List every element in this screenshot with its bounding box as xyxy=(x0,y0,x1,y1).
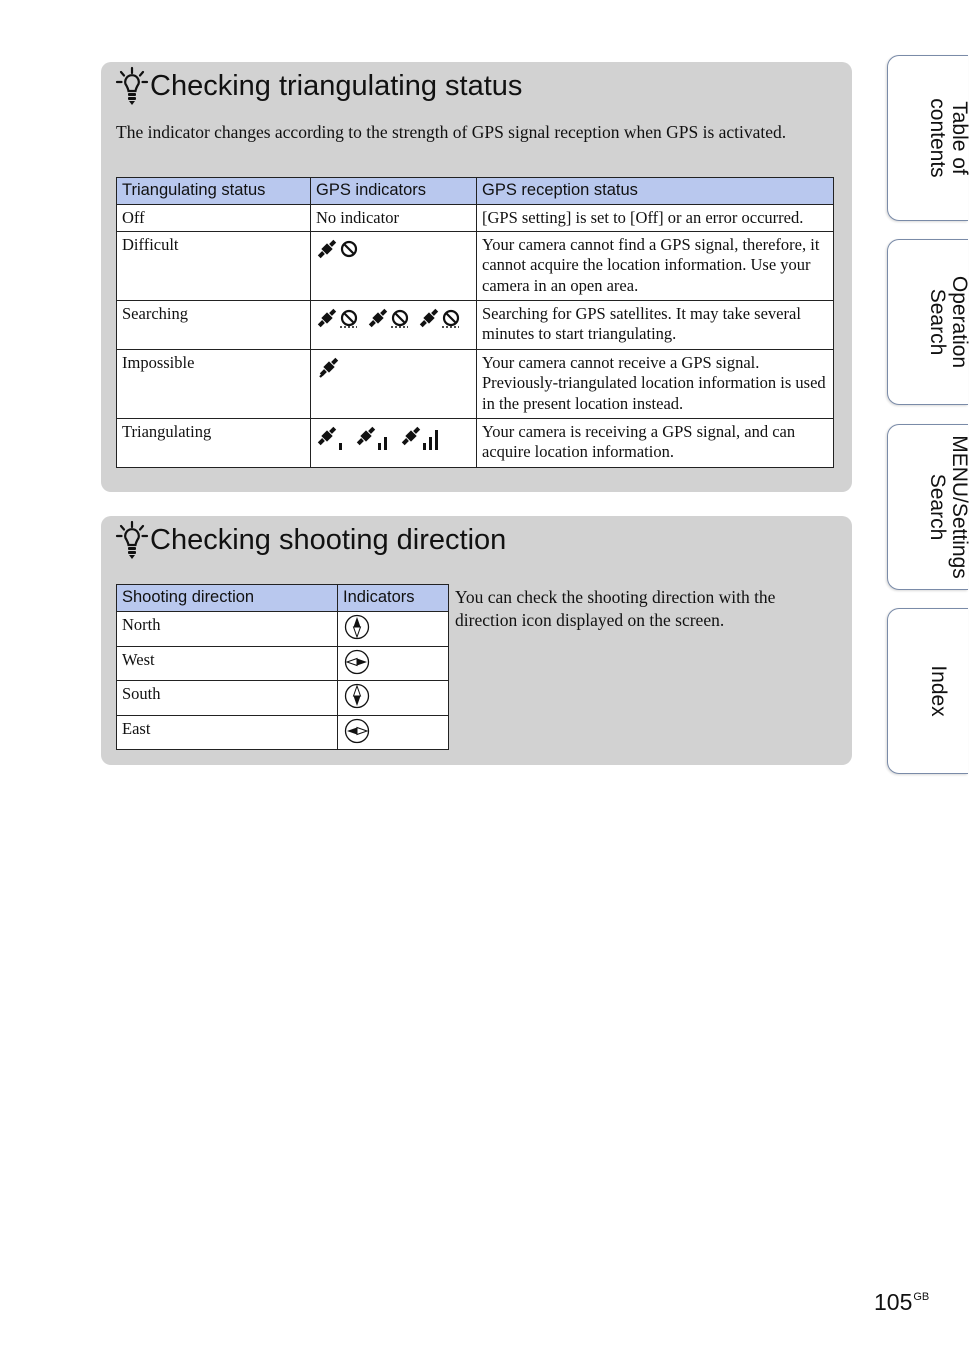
reception-cell: Searching for GPS satellites. It may take several minutes to start triangulating. xyxy=(477,300,834,349)
section-title: Checking triangulating status xyxy=(150,69,523,102)
tab-table-of-contents[interactable] xyxy=(887,55,971,221)
table-row xyxy=(117,715,449,750)
hint-lightbulb-icon xyxy=(115,66,149,106)
indicator-cell xyxy=(338,612,449,647)
gps-satellite-searching-icon xyxy=(367,307,409,329)
indicator-cell xyxy=(338,646,449,681)
hint-lightbulb-icon xyxy=(115,520,149,560)
section-heading xyxy=(115,520,506,560)
column-header: Indicators xyxy=(338,585,449,612)
compass-west-icon xyxy=(344,649,370,675)
triangulating-status-table xyxy=(116,177,834,468)
reception-cell: Your camera cannot find a GPS signal, therefore, it cannot acquire the location information. Use your camera in an open area. xyxy=(477,231,834,300)
indicator-cell xyxy=(311,418,477,467)
indicator-cell xyxy=(311,231,477,300)
status-cell: Triangulating xyxy=(117,418,311,467)
indicator-cell xyxy=(311,300,477,349)
direction-cell: West xyxy=(117,646,338,681)
direction-section xyxy=(101,516,852,765)
status-cell: Difficult xyxy=(117,231,311,300)
table-row xyxy=(117,205,834,232)
page-number-suffix: GB xyxy=(913,1291,930,1303)
table-row xyxy=(117,231,834,300)
tab-operation-search[interactable] xyxy=(887,239,971,405)
tab-label: Table of contents xyxy=(926,98,971,178)
table-row xyxy=(117,418,834,467)
reception-cell: Your camera cannot receive a GPS signal. Previously-triangulated location information is used in the present location instead. xyxy=(477,349,834,418)
reception-cell: Your camera is receiving a GPS signal, and can acquire location information. xyxy=(477,418,834,467)
indicator-cell: No indicator xyxy=(311,205,477,232)
compass-east-icon xyxy=(344,718,370,744)
gps-signal-1-bar-icon xyxy=(316,425,346,451)
table-row xyxy=(117,646,449,681)
gps-satellite-searching-icon xyxy=(418,307,460,329)
tab-label: Index xyxy=(927,665,950,717)
section-heading xyxy=(115,66,522,106)
direction-cell: East xyxy=(117,715,338,750)
indicator-cell xyxy=(311,349,477,418)
gps-satellite-icon xyxy=(316,356,342,380)
page-number-value: 105 xyxy=(874,1289,913,1315)
gps-satellite-no-signal-icon xyxy=(316,238,358,260)
triangulating-section xyxy=(101,62,852,492)
table-row xyxy=(117,349,834,418)
table-row xyxy=(117,300,834,349)
status-cell: Off xyxy=(117,205,311,232)
tab-menu-settings-search[interactable] xyxy=(887,424,971,590)
table-row xyxy=(117,681,449,716)
direction-cell: South xyxy=(117,681,338,716)
intro-paragraph: The indicator changes according to the strength of GPS signal reception when GPS is activated. xyxy=(116,122,787,142)
column-header: Triangulating status xyxy=(117,178,311,205)
column-header: GPS indicators xyxy=(311,178,477,205)
gps-signal-3-bar-icon xyxy=(400,425,442,451)
table-row xyxy=(117,612,449,647)
tab-index[interactable] xyxy=(887,608,968,774)
compass-north-icon xyxy=(344,614,370,640)
column-header: GPS reception status xyxy=(477,178,834,205)
direction-cell: North xyxy=(117,612,338,647)
status-cell: Impossible xyxy=(117,349,311,418)
tab-label: MENU/Settings Search xyxy=(926,435,971,579)
indicator-cell xyxy=(338,681,449,716)
tab-label: Operation Search xyxy=(926,275,971,369)
reception-cell: [GPS setting] is set to [Off] or an error occurred. xyxy=(477,205,834,232)
compass-south-icon xyxy=(344,683,370,709)
column-header: Shooting direction xyxy=(117,585,338,612)
direction-description: You can check the shooting direction with the direction icon displayed on the screen. xyxy=(455,587,776,630)
status-cell: Searching xyxy=(117,300,311,349)
gps-satellite-searching-icon xyxy=(316,307,358,329)
table-header-row xyxy=(117,585,449,612)
section-title: Checking shooting direction xyxy=(150,523,507,556)
shooting-direction-table xyxy=(116,584,449,750)
page-number xyxy=(874,1289,929,1316)
table-header-row xyxy=(117,178,834,205)
gps-signal-2-bar-icon xyxy=(355,425,391,451)
indicator-cell xyxy=(338,715,449,750)
